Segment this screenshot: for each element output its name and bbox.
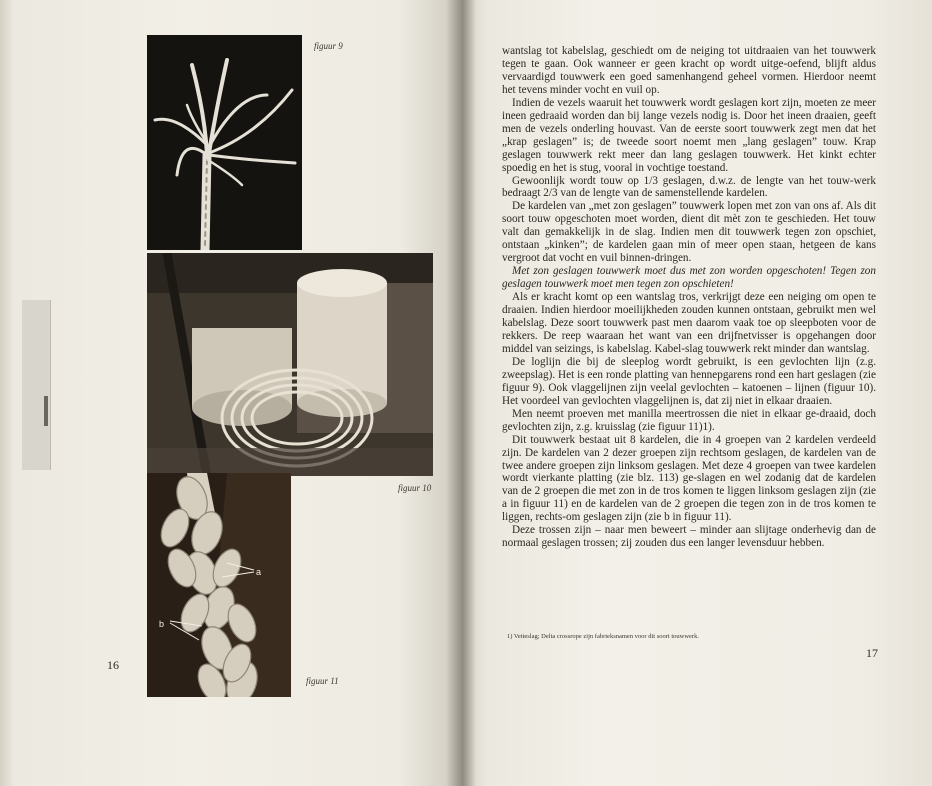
paragraph: De kardelen van „met zon geslagen” touwwerk lopen met zon van ons af. Als dit soort touw opgeschoten moet worden, dient dit mèt zon te geschieden. Het touw valt dan gemakkelijk in de slag. Indien men dit touwwerk tegen zon opschiet, ontstaan „kinken”; de kardelen gaan min of meer open staan, hetgeen de kans vergroot dat vocht en vuil binnen-dringen. bbox=[502, 200, 876, 265]
page-edge-mark bbox=[44, 396, 48, 426]
figure-9-caption: figuur 9 bbox=[314, 41, 343, 51]
body-text bbox=[502, 45, 876, 550]
paragraph: wantslag tot kabelslag, geschiedt om de neiging tot uitdraaien van het touwwerk tegen te gaan. Ook wanneer er geen kracht op wordt uitge-oefend, blijft aldus vervaardigd touwwerk een goed samenhangend geheel vormen. Hierdoor neemt het tevens minder vocht en vuil op. bbox=[502, 45, 876, 96]
footnote: 1) Vetteslag; Delta crossrope zijn fabrieksnamen voor dit soort touwwerk. bbox=[507, 633, 699, 640]
paragraph: De loglijn die bij de sleeplog wordt gebruikt, is een gevlochten lijn (z.g. zweepslag). Het is een ronde platting van hennepgarens rond een hart geslagen (zie figuur 9). Ook vlaggelijnen zijn veelal gevlochten – katoenen – lijnen (figuur 10). Het voordeel van gevlochten vlaggelijnen is, dat zij niet in elkaar draaien. bbox=[502, 355, 876, 407]
figure-11-photo bbox=[147, 473, 291, 697]
paragraph: Men neemt proeven met manilla meertrossen die niet in elkaar ge-draaid, doch gevlochten zijn, z.g. kruisslag (zie figuur 11)1). bbox=[502, 407, 876, 433]
figure-11-label-b: b bbox=[159, 619, 165, 629]
paragraph: Deze trossen zijn – naar men beweert – minder aan slijtage onderhevig dan de normaal geslagen trossen; zij zouden dus een langer levensduur hebben. bbox=[502, 524, 876, 550]
left-page-number: 16 bbox=[107, 658, 119, 672]
paragraph-emphasis: Met zon geslagen touwwerk moet dus met zon worden opgeschoten! Tegen zon geslagen touwwerk moet men tegen zon opschieten! bbox=[502, 265, 876, 291]
figure-10-caption: figuur 10 bbox=[398, 483, 432, 493]
paragraph: Als er kracht komt op een wantslag tros, verkrijgt deze een neiging om open te draaien. Indien hierdoor moeilijkheden zouden kunnen ontstaan, gebruikt men wel kabelslag. Deze soort touwwerk past men daarom vaak toe op sleepboten voor de rekkers. De reep waaraan het want van een drijfnetvisser is opgehangen door middel van seizings, is kabelslag. Kabel-slag touwwerk rekt minder dan wantslag. bbox=[502, 291, 876, 355]
figure-9-photo bbox=[147, 35, 302, 250]
paragraph: Indien de vezels waaruit het touwwerk wordt geslagen kort zijn, moeten ze meer ineen gedraaid worden dan bij lange vezels nodig is. Door het ineen draaien, geeft men de vezels onderling houvast. Van de eerste soort touwwerk zegt men dat het „krap geslagen” is; de tweede soort noemt men „lang geslagen” touw. Krap geslagen touwwerk rekt meer dan lang geslagen touwwerk. Het kinkt echter spoedig en het is stug, vooral in vochtige toestand. bbox=[502, 96, 876, 174]
paragraph: Gewoonlijk wordt touw op 1/3 geslagen, d.w.z. de lengte van het touw-werk bedraagt 2/3 van de lengte van de samenstellende kardelen. bbox=[502, 174, 876, 200]
page-edge-strip bbox=[22, 300, 51, 470]
figure-10-photo bbox=[147, 253, 433, 476]
figure-11-caption: figuur 11 bbox=[306, 676, 339, 686]
paragraph: Dit touwwerk bestaat uit 8 kardelen, die in 4 groepen van 2 kardelen verdeeld zijn. De kardelen van 2 dezer groepen zijn rechtsom geslagen, de kardelen van de twee andere groepen zijn linksom geslagen. Met deze 4 groepen van twee kardelen wordt vierkante platting (zie blz. 113) ge-slagen en wel zodanig dat de kardelen van de 2 groepen die met zon in de tros komen te liggen linksom geslagen zijn (zie a in figuur 11) en de kardelen van de 2 groepen die tegen zon in de tros komen te liggen, rechts-om geslagen zijn (zie b in figuur 11). bbox=[502, 433, 876, 524]
figure-11-label-a: a bbox=[256, 567, 262, 577]
book-gutter bbox=[446, 0, 476, 786]
right-page-number: 17 bbox=[866, 646, 878, 660]
